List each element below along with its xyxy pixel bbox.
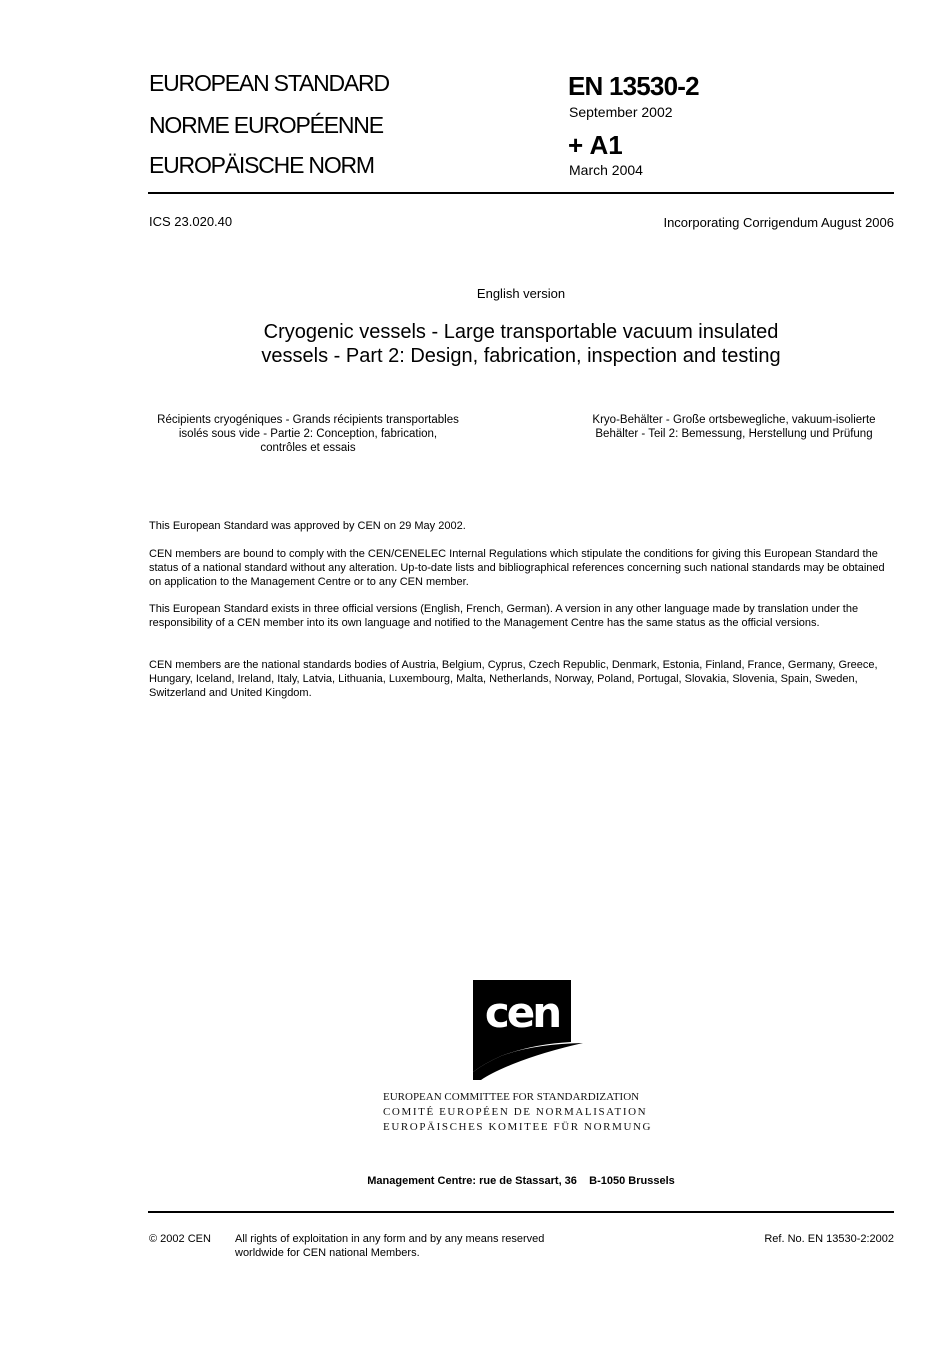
standard-number: EN 13530-2 [568, 71, 699, 101]
management-centre: Management Centre: rue de Stassart, 36 B-1050 Brussels [367, 1175, 675, 1187]
header-rule [148, 192, 894, 194]
reference-number: Ref. No. EN 13530-2:2002 [764, 1233, 894, 1245]
cen-logo [473, 980, 585, 1080]
german-title-line: Behälter - Teil 2: Bemessung, Herstellung und Prüfung [595, 428, 873, 440]
french-title-line: isolés sous vide - Partie 2: Conception, fabrication, [178, 428, 438, 440]
german-title [578, 413, 890, 441]
title-fr: NORME EUROPÉENNE [149, 112, 383, 138]
versions-paragraph: This European Standard exists in three official versions (English, French, German). A version in any other language made by translation under the responsibility of a CEN member into its own language and notified to the Management Centre has the same status as the official versions. [149, 603, 859, 629]
rights-line: All rights of exploitation in any form and by any means reserved [235, 1233, 545, 1245]
members-paragraph: CEN members are the national standards bodies of Austria, Belgium, Cyprus, Czech Republic, Denmark, Estonia, Finland, France, Germany, Greece, Hungary, Iceland, Ireland, Italy, Latvia, Lithuania, Luxembourg, Malta, Netherlands, Norway, Poland, Portugal, Slovakia, Slovenia, Spain, Sweden, Switzerland and United Kingdom. [149, 659, 878, 699]
french-title-line: Récipients cryogéniques - Grands récipients transportables [157, 414, 459, 426]
cen-name-fr: COMITÉ EUROPÉEN DE NORMALISATION [383, 1106, 648, 1118]
french-title [149, 413, 467, 455]
document-title [0, 320, 950, 368]
cen-logo-mark [473, 980, 585, 1080]
french-title-line: contrôles et essais [260, 442, 356, 454]
amendment-date: March 2004 [569, 162, 643, 178]
german-title-line: Kryo-Behälter - Große ortsbewegliche, vakuum-isolierte [592, 414, 876, 426]
cen-logo-text: cen [484, 988, 560, 1037]
footer-rule [148, 1211, 894, 1213]
rights-statement [235, 1232, 544, 1260]
cen-name-de: EUROPÄISCHES KOMITEE FÜR NORMUNG [383, 1121, 653, 1133]
title-en: EUROPEAN STANDARD [149, 70, 389, 96]
regulations-paragraph: CEN members are bound to comply with the CEN/CENELEC Internal Regulations which stipulate the conditions for giving this European Standard the status of a national standard without any alteration. Up-to-date lists and bibliographical references concerning such national standards may be obtained on application to the Management Centre or to any CEN member. [149, 548, 885, 588]
document-title-line1: Cryogenic vessels - Large transportable vacuum insulated [263, 321, 779, 343]
approval-paragraph: This European Standard was approved by CEN on 29 May 2002. [149, 520, 466, 532]
standard-date: September 2002 [569, 104, 673, 120]
copyright: © 2002 CEN [149, 1233, 211, 1245]
document-title-line2: vessels - Part 2: Design, fabrication, inspection and testing [261, 345, 781, 367]
cen-name-en: EUROPEAN COMMITTEE FOR STANDARDIZATION [383, 1091, 640, 1103]
language-version: English version [476, 286, 566, 301]
ics-code: ICS 23.020.40 [149, 214, 233, 229]
title-de: EUROPÄISCHE NORM [149, 152, 374, 178]
corrigendum-note: Incorporating Corrigendum August 2006 [663, 215, 894, 230]
amendment-label: + A1 [568, 130, 623, 160]
rights-line: worldwide for CEN national Members. [235, 1247, 420, 1259]
